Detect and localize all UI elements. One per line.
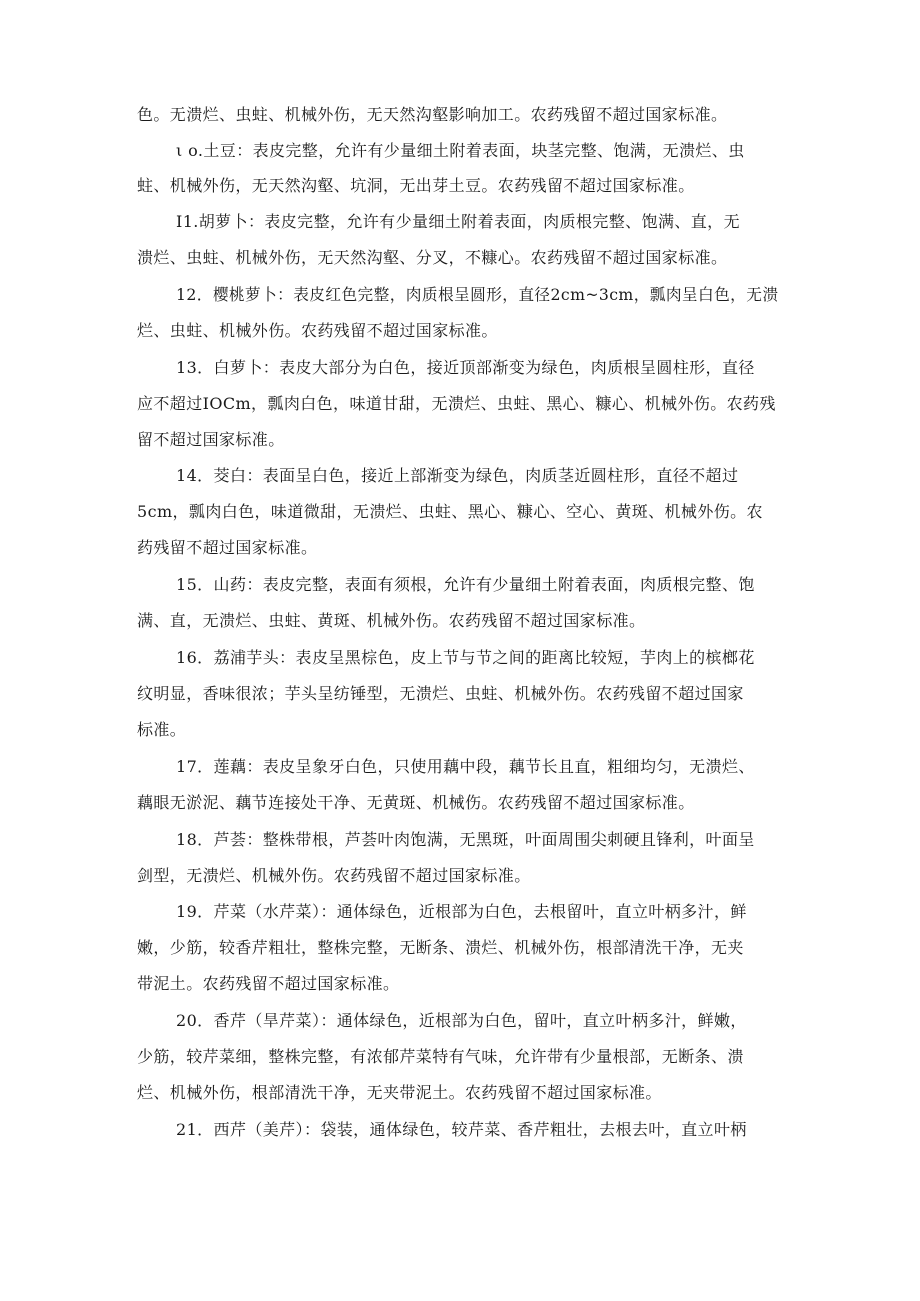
text-line: 12．樱桃萝卜：表皮红色完整，肉质根呈圆形，直径2cm~3cm，瓢肉呈白色，无溃 [176, 285, 779, 304]
text-line: 13．白萝卜：表皮大部分为白色，接近顶部渐变为绿色，肉质根呈圆柱形，直径 [176, 358, 755, 377]
text-line: 烂、虫蛀、机械外伤。农药残留不超过国家标准。 [137, 321, 498, 340]
text-line: ι o.土豆：表皮完整，允许有少量细土附着表面，块茎完整、饱满，无溃烂、虫 [176, 141, 745, 160]
text-line: 21．西芹（美芹）：袋装，通体绿色，较芹菜、香芹粗壮，去根去叶，直立叶柄 [176, 1120, 747, 1139]
text-line: 少筋，较芹菜细，整株完整，有浓郁芹菜特有气味，允许带有少量根部，无断条、溃 [137, 1047, 744, 1066]
text-line: 17．莲藕：表皮呈象牙白色，只使用藕中段，藕节长且直，粗细均匀，无溃烂、 [176, 757, 755, 776]
text-line: 色。无溃烂、虫蛀、机械外伤，无天然沟壑影响加工。农药残留不超过国家标准。 [137, 105, 728, 124]
text-line: 14．茭白：表面呈白色，接近上部渐变为绿色，肉质茎近圆柱形，直径不超过 [176, 466, 739, 485]
text-line: I1.胡萝卜：表皮完整，允许有少量细土附着表面，肉质根完整、饱满、直，无 [176, 212, 740, 231]
text-line: 5cm，瓢肉白色，味道微甜，无溃烂、虫蛀、黑心、糠心、空心、黄斑、机械外伤。农 [137, 502, 763, 521]
text-line: 剑型，无溃烂、机械外伤。农药残留不超过国家标准。 [137, 866, 531, 885]
text-line: 纹明显，香味很浓；芋头呈纺锤型，无溃烂、虫蛀、机械外伤。农药残留不超过国家 [137, 684, 744, 703]
text-line: 标准。 [137, 720, 187, 739]
text-line: 应不超过IOCm，瓢肉白色，味道甘甜，无溃烂、虫蛀、黑心、糠心、机械外伤。农药残 [137, 394, 776, 413]
text-line: 藕眼无淤泥、藕节连接处干净、无黄斑、机械伤。农药残留不超过国家标准。 [137, 793, 695, 812]
text-line: 蛀、机械外伤，无天然沟壑、坑洞，无出芽土豆。农药残留不超过国家标准。 [137, 176, 695, 195]
text-line: 药残留不超过国家标准。 [137, 538, 318, 557]
text-line: 16．荔浦芋头：表皮呈黑棕色，皮上节与节之间的距离比较短，芋肉上的槟榔花 [176, 648, 755, 667]
text-line: 满、直，无溃烂、虫蛀、黄斑、机械外伤。农药残留不超过国家标准。 [137, 611, 646, 630]
text-line: 溃烂、虫蛀、机械外伤，无天然沟壑、分叉，不糠心。农药残留不超过国家标准。 [137, 248, 728, 267]
text-line: 带泥土。农药残留不超过国家标准。 [137, 974, 400, 993]
text-line: 留不超过国家标准。 [137, 430, 285, 449]
text-line: 20．香芹（旱芹菜）：通体绿色，近根部为白色，留叶，直立叶柄多汁，鲜嫩， [176, 1011, 747, 1030]
text-line: 15．山药：表皮完整，表面有须根，允许有少量细土附着表面，肉质根完整、饱 [176, 575, 755, 594]
text-line: 19．芹菜（水芹菜）：通体绿色，近根部为白色，去根留叶，直立叶柄多汁，鲜 [176, 902, 747, 921]
text-line: 18．芦荟：整株带根，芦荟叶肉饱满，无黑斑，叶面周围尖刺硬且锋利，叶面呈 [176, 830, 755, 849]
text-line: 烂、机械外伤，根部清洗干净，无夹带泥土。农药残留不超过国家标准。 [137, 1083, 662, 1102]
text-line: 嫩，少筋，较香芹粗壮，整株完整，无断条、溃烂、机械外伤，根部清洗干净，无夹 [137, 938, 744, 957]
